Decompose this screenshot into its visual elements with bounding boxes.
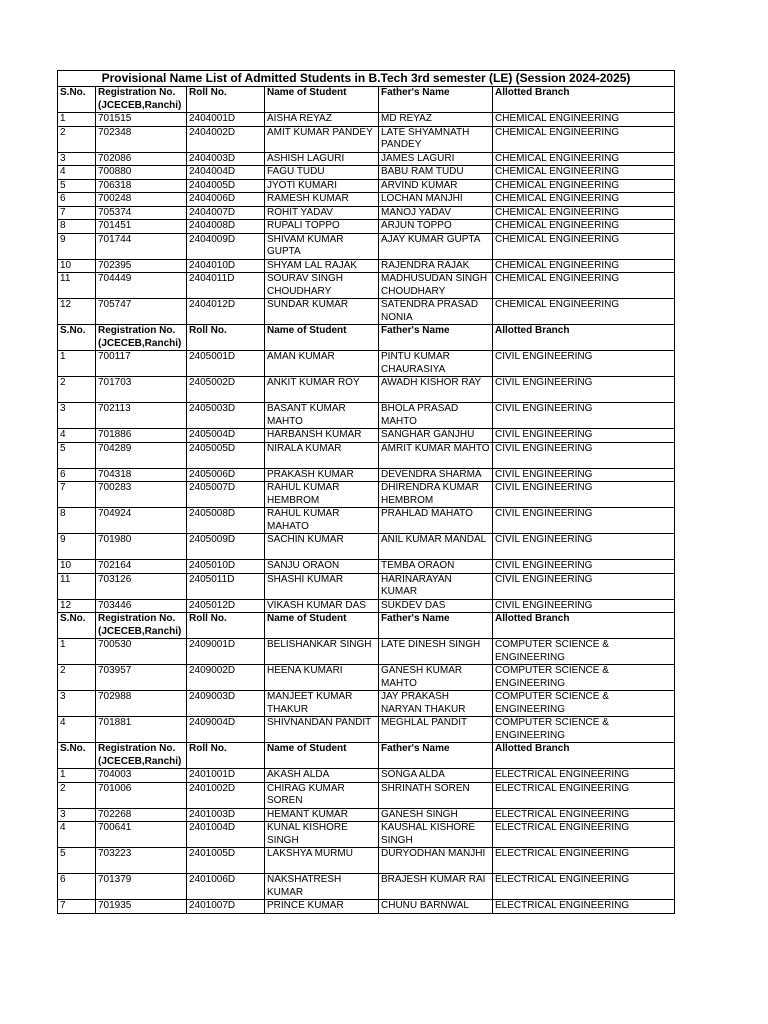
title-row [58, 71, 675, 87]
cell-reg: 704318 [96, 468, 187, 482]
cell-roll: 2405009D [187, 534, 265, 560]
table-row [58, 782, 675, 808]
cell-name: SANJU ORAON [265, 560, 379, 574]
cell-sno: 1 [58, 113, 96, 127]
cell-father: MEGHLAL PANDIT [379, 717, 493, 743]
cell-branch: COMPUTER SCIENCE & ENGINEERING [493, 691, 675, 717]
table-row [58, 299, 675, 325]
cell-name: HEENA KUMARI [265, 665, 379, 691]
cell-reg: 702113 [96, 403, 187, 429]
cell-father: ARJUN TOPPO [379, 220, 493, 234]
header-reg: Registration No. (JCECEB,Ranchi) [96, 87, 187, 113]
cell-sno: 4 [58, 429, 96, 443]
cell-branch: ELECTRICAL ENGINEERING [493, 822, 675, 848]
table-row [58, 874, 675, 900]
cell-reg: 702348 [96, 126, 187, 152]
cell-name: SHIVAM KUMAR GUPTA [265, 233, 379, 259]
cell-name: HARBANSH KUMAR [265, 429, 379, 443]
cell-sno: 8 [58, 508, 96, 534]
cell-name: RAMESH KUMAR [265, 193, 379, 207]
header-sno: S.No. [58, 87, 96, 113]
cell-branch: CIVIL ENGINEERING [493, 599, 675, 613]
cell-branch: CHEMICAL ENGINEERING [493, 179, 675, 193]
cell-sno: 1 [58, 769, 96, 783]
cell-sno: 4 [58, 822, 96, 848]
cell-name: AKASH ALDA [265, 769, 379, 783]
cell-reg: 701006 [96, 782, 187, 808]
table-row [58, 377, 675, 403]
table-row [58, 848, 675, 874]
table-row [58, 206, 675, 220]
cell-sno: 7 [58, 206, 96, 220]
cell-roll: 2405002D [187, 377, 265, 403]
cell-name: LAKSHYA MURMU [265, 848, 379, 874]
cell-sno: 3 [58, 152, 96, 166]
table-row [58, 429, 675, 443]
cell-father: DURYODHAN MANJHI [379, 848, 493, 874]
cell-reg: 701886 [96, 429, 187, 443]
header-roll: Roll No. [187, 87, 265, 113]
cell-roll: 2405005D [187, 442, 265, 468]
cell-sno: 2 [58, 377, 96, 403]
cell-sno: 3 [58, 808, 96, 822]
cell-sno: 7 [58, 482, 96, 508]
table-row [58, 442, 675, 468]
cell-roll: 2401007D [187, 900, 265, 914]
cell-branch: CHEMICAL ENGINEERING [493, 126, 675, 152]
cell-sno: 2 [58, 665, 96, 691]
cell-father: BRAJESH KUMAR RAI [379, 874, 493, 900]
cell-name: ANKIT KUMAR ROY [265, 377, 379, 403]
cell-roll: 2401004D [187, 822, 265, 848]
cell-reg: 700641 [96, 822, 187, 848]
header-name: Name of Student [265, 87, 379, 113]
cell-sno: 3 [58, 691, 96, 717]
cell-branch: CIVIL ENGINEERING [493, 377, 675, 403]
cell-roll: 2409001D [187, 639, 265, 665]
cell-roll: 2404001D [187, 113, 265, 127]
cell-roll: 2404003D [187, 152, 265, 166]
cell-roll: 2405011D [187, 573, 265, 599]
cell-sno: 5 [58, 442, 96, 468]
header-sno: S.No. [58, 743, 96, 769]
table-row [58, 665, 675, 691]
cell-reg: 700283 [96, 482, 187, 508]
cell-name: BELISHANKAR SINGH [265, 639, 379, 665]
table-row [58, 691, 675, 717]
cell-reg: 704289 [96, 442, 187, 468]
header-branch: Allotted Branch [493, 325, 675, 351]
table-row [58, 717, 675, 743]
header-reg: Registration No. (JCECEB,Ranchi) [96, 325, 187, 351]
cell-father: HARINARAYAN KUMAR [379, 573, 493, 599]
cell-father: RAJENDRA RAJAK [379, 259, 493, 273]
cell-reg: 705747 [96, 299, 187, 325]
cell-roll: 2404006D [187, 193, 265, 207]
cell-roll: 2404011D [187, 273, 265, 299]
cell-branch: CHEMICAL ENGINEERING [493, 273, 675, 299]
table-row [58, 534, 675, 560]
cell-sno: 5 [58, 179, 96, 193]
table-row [58, 126, 675, 152]
cell-branch: CIVIL ENGINEERING [493, 560, 675, 574]
cell-roll: 2405003D [187, 403, 265, 429]
table-row [58, 508, 675, 534]
cell-reg: 704924 [96, 508, 187, 534]
table-row [58, 808, 675, 822]
cell-reg: 704449 [96, 273, 187, 299]
table-row [58, 468, 675, 482]
cell-name: ROHIT YADAV [265, 206, 379, 220]
cell-branch: CHEMICAL ENGINEERING [493, 193, 675, 207]
column-header-row [58, 743, 675, 769]
cell-name: SOURAV SINGH CHOUDHARY [265, 273, 379, 299]
cell-branch: ELECTRICAL ENGINEERING [493, 900, 675, 914]
header-father: Father's Name [379, 743, 493, 769]
cell-reg: 705374 [96, 206, 187, 220]
cell-sno: 1 [58, 351, 96, 377]
cell-roll: 2405001D [187, 351, 265, 377]
cell-father: MADHUSUDAN SINGH CHOUDHARY [379, 273, 493, 299]
column-header-row [58, 613, 675, 639]
cell-father: PINTU KUMAR CHAURASIYA [379, 351, 493, 377]
cell-name: SUNDAR KUMAR [265, 299, 379, 325]
cell-name: BASANT KUMAR MAHTO [265, 403, 379, 429]
cell-sno: 1 [58, 639, 96, 665]
cell-name: VIKASH KUMAR DAS [265, 599, 379, 613]
cell-father: ANIL KUMAR MANDAL [379, 534, 493, 560]
cell-reg: 702988 [96, 691, 187, 717]
cell-branch: CHEMICAL ENGINEERING [493, 152, 675, 166]
cell-branch: CHEMICAL ENGINEERING [493, 220, 675, 234]
cell-roll: 2404010D [187, 259, 265, 273]
cell-roll: 2405006D [187, 468, 265, 482]
cell-reg: 701515 [96, 113, 187, 127]
cell-name: HEMANT KUMAR [265, 808, 379, 822]
cell-name: NIRALA KUMAR [265, 442, 379, 468]
cell-sno: 9 [58, 233, 96, 259]
table-row [58, 220, 675, 234]
cell-sno: 11 [58, 273, 96, 299]
cell-branch: ELECTRICAL ENGINEERING [493, 808, 675, 822]
cell-name: SHYAM LAL RAJAK [265, 259, 379, 273]
cell-sno: 4 [58, 717, 96, 743]
cell-roll: 2404002D [187, 126, 265, 152]
header-name: Name of Student [265, 743, 379, 769]
table-row [58, 351, 675, 377]
cell-name: PRAKASH KUMAR [265, 468, 379, 482]
cell-reg: 700530 [96, 639, 187, 665]
cell-sno: 11 [58, 573, 96, 599]
cell-reg: 701980 [96, 534, 187, 560]
cell-sno: 6 [58, 468, 96, 482]
header-reg: Registration No. (JCECEB,Ranchi) [96, 613, 187, 639]
cell-father: GANESH KUMAR MAHTO [379, 665, 493, 691]
cell-name: RAHUL KUMAR MAHATO [265, 508, 379, 534]
cell-branch: CHEMICAL ENGINEERING [493, 299, 675, 325]
cell-roll: 2409002D [187, 665, 265, 691]
cell-roll: 2401003D [187, 808, 265, 822]
cell-branch: COMPUTER SCIENCE & ENGINEERING [493, 665, 675, 691]
cell-name: AISHA REYAZ [265, 113, 379, 127]
header-name: Name of Student [265, 325, 379, 351]
cell-roll: 2404007D [187, 206, 265, 220]
cell-father: LATE SHYAMNATH PANDEY [379, 126, 493, 152]
cell-name: SHASHI KUMAR [265, 573, 379, 599]
cell-sno: 2 [58, 126, 96, 152]
cell-reg: 701744 [96, 233, 187, 259]
cell-father: MD REYAZ [379, 113, 493, 127]
cell-branch: CIVIL ENGINEERING [493, 468, 675, 482]
cell-name: MANJEET KUMAR THAKUR [265, 691, 379, 717]
cell-branch: CIVIL ENGINEERING [493, 534, 675, 560]
cell-sno: 10 [58, 259, 96, 273]
cell-reg: 700248 [96, 193, 187, 207]
cell-branch: CIVIL ENGINEERING [493, 351, 675, 377]
header-reg: Registration No. (JCECEB,Ranchi) [96, 743, 187, 769]
table-row [58, 273, 675, 299]
cell-branch: CIVIL ENGINEERING [493, 403, 675, 429]
header-roll: Roll No. [187, 743, 265, 769]
table-row [58, 403, 675, 429]
table-row [58, 769, 675, 783]
cell-branch: CIVIL ENGINEERING [493, 508, 675, 534]
header-branch: Allotted Branch [493, 87, 675, 113]
cell-roll: 2404008D [187, 220, 265, 234]
table-row [58, 599, 675, 613]
header-roll: Roll No. [187, 325, 265, 351]
cell-branch: CHEMICAL ENGINEERING [493, 233, 675, 259]
cell-roll: 2405012D [187, 599, 265, 613]
cell-father: LOCHAN MANJHI [379, 193, 493, 207]
cell-name: CHIRAG KUMAR SOREN [265, 782, 379, 808]
cell-reg: 703957 [96, 665, 187, 691]
cell-father: SHRINATH SOREN [379, 782, 493, 808]
table-row [58, 233, 675, 259]
cell-father: TEMBA ORAON [379, 560, 493, 574]
cell-father: DHIRENDRA KUMAR HEMBROM [379, 482, 493, 508]
cell-reg: 701935 [96, 900, 187, 914]
cell-roll: 2401001D [187, 769, 265, 783]
header-father: Father's Name [379, 87, 493, 113]
cell-name: ASHISH LAGURI [265, 152, 379, 166]
cell-branch: CIVIL ENGINEERING [493, 482, 675, 508]
cell-reg: 700880 [96, 166, 187, 180]
cell-father: AJAY KUMAR GUPTA [379, 233, 493, 259]
cell-branch: COMPUTER SCIENCE & ENGINEERING [493, 717, 675, 743]
column-header-row [58, 87, 675, 113]
cell-roll: 2401005D [187, 848, 265, 874]
column-header-row [58, 325, 675, 351]
cell-branch: ELECTRICAL ENGINEERING [493, 848, 675, 874]
cell-sno: 3 [58, 403, 96, 429]
cell-name: AMIT KUMAR PANDEY [265, 126, 379, 152]
cell-roll: 2401002D [187, 782, 265, 808]
cell-father: GANESH SINGH [379, 808, 493, 822]
cell-roll: 2409003D [187, 691, 265, 717]
table-row [58, 900, 675, 914]
cell-reg: 702395 [96, 259, 187, 273]
cell-father: LATE DINESH SINGH [379, 639, 493, 665]
cell-name: FAGU TUDU [265, 166, 379, 180]
cell-father: SUKDEV DAS [379, 599, 493, 613]
cell-father: PRAHLAD MAHATO [379, 508, 493, 534]
cell-reg: 701379 [96, 874, 187, 900]
table-row [58, 152, 675, 166]
cell-name: KUNAL KISHORE SINGH [265, 822, 379, 848]
cell-roll: 2404004D [187, 166, 265, 180]
cell-father: ARVIND KUMAR [379, 179, 493, 193]
cell-reg: 701881 [96, 717, 187, 743]
cell-reg: 706318 [96, 179, 187, 193]
cell-roll: 2404012D [187, 299, 265, 325]
cell-father: JAY PRAKASH NARYAN THAKUR [379, 691, 493, 717]
cell-branch: CHEMICAL ENGINEERING [493, 206, 675, 220]
cell-reg: 702268 [96, 808, 187, 822]
table-row [58, 193, 675, 207]
cell-roll: 2409004D [187, 717, 265, 743]
cell-name: JYOTI KUMARI [265, 179, 379, 193]
cell-roll: 2405008D [187, 508, 265, 534]
cell-sno: 5 [58, 848, 96, 874]
cell-father: KAUSHAL KISHORE SINGH [379, 822, 493, 848]
table-row [58, 259, 675, 273]
cell-branch: CIVIL ENGINEERING [493, 442, 675, 468]
cell-reg: 701703 [96, 377, 187, 403]
cell-roll: 2404009D [187, 233, 265, 259]
table-row [58, 166, 675, 180]
cell-father: CHUNU BARNWAL [379, 900, 493, 914]
admission-list-body [58, 71, 675, 914]
header-name: Name of Student [265, 613, 379, 639]
cell-name: RAHUL KUMAR HEMBROM [265, 482, 379, 508]
cell-branch: ELECTRICAL ENGINEERING [493, 874, 675, 900]
header-father: Father's Name [379, 325, 493, 351]
cell-branch: ELECTRICAL ENGINEERING [493, 769, 675, 783]
header-roll: Roll No. [187, 613, 265, 639]
cell-roll: 2405010D [187, 560, 265, 574]
cell-roll: 2405004D [187, 429, 265, 443]
cell-reg: 703126 [96, 573, 187, 599]
cell-sno: 8 [58, 220, 96, 234]
cell-sno: 7 [58, 900, 96, 914]
table-row [58, 482, 675, 508]
cell-father: SATENDRA PRASAD NONIA [379, 299, 493, 325]
cell-branch: COMPUTER SCIENCE & ENGINEERING [493, 639, 675, 665]
cell-father: BABU RAM TUDU [379, 166, 493, 180]
cell-father: DEVENDRA SHARMA [379, 468, 493, 482]
cell-branch: CHEMICAL ENGINEERING [493, 166, 675, 180]
cell-name: SHIVNANDAN PANDIT [265, 717, 379, 743]
document-title: Provisional Name List of Admitted Students in B.Tech 3rd semester (LE) (Session 2024-2025) [58, 71, 675, 87]
cell-sno: 9 [58, 534, 96, 560]
cell-sno: 6 [58, 874, 96, 900]
cell-roll: 2405007D [187, 482, 265, 508]
table-row [58, 573, 675, 599]
header-branch: Allotted Branch [493, 613, 675, 639]
table-row [58, 639, 675, 665]
cell-reg: 701451 [96, 220, 187, 234]
cell-name: SACHIN KUMAR [265, 534, 379, 560]
header-father: Father's Name [379, 613, 493, 639]
cell-father: AWADH KISHOR RAY [379, 377, 493, 403]
cell-roll: 2401006D [187, 874, 265, 900]
cell-father: MANOJ YADAV [379, 206, 493, 220]
header-sno: S.No. [58, 325, 96, 351]
header-sno: S.No. [58, 613, 96, 639]
cell-reg: 704003 [96, 769, 187, 783]
cell-branch: CIVIL ENGINEERING [493, 573, 675, 599]
cell-reg: 703223 [96, 848, 187, 874]
cell-branch: ELECTRICAL ENGINEERING [493, 782, 675, 808]
cell-reg: 703446 [96, 599, 187, 613]
cell-father: SANGHAR GANJHU [379, 429, 493, 443]
cell-branch: CHEMICAL ENGINEERING [493, 259, 675, 273]
cell-sno: 4 [58, 166, 96, 180]
cell-sno: 2 [58, 782, 96, 808]
cell-sno: 12 [58, 599, 96, 613]
cell-roll: 2404005D [187, 179, 265, 193]
cell-sno: 10 [58, 560, 96, 574]
table-row [58, 822, 675, 848]
cell-branch: CIVIL ENGINEERING [493, 429, 675, 443]
cell-sno: 6 [58, 193, 96, 207]
cell-reg: 700117 [96, 351, 187, 377]
cell-sno: 12 [58, 299, 96, 325]
cell-name: RUPALI TOPPO [265, 220, 379, 234]
cell-father: JAMES LAGURI [379, 152, 493, 166]
cell-father: AMRIT KUMAR MAHTO [379, 442, 493, 468]
cell-reg: 702086 [96, 152, 187, 166]
cell-name: PRINCE KUMAR [265, 900, 379, 914]
table-row [58, 113, 675, 127]
table-row [58, 179, 675, 193]
admission-list-table [57, 70, 675, 914]
cell-father: SONGA ALDA [379, 769, 493, 783]
header-branch: Allotted Branch [493, 743, 675, 769]
table-row [58, 560, 675, 574]
cell-reg: 702164 [96, 560, 187, 574]
cell-father: BHOLA PRASAD MAHTO [379, 403, 493, 429]
cell-name: AMAN KUMAR [265, 351, 379, 377]
cell-name: NAKSHATRESH KUMAR [265, 874, 379, 900]
cell-branch: CHEMICAL ENGINEERING [493, 113, 675, 127]
